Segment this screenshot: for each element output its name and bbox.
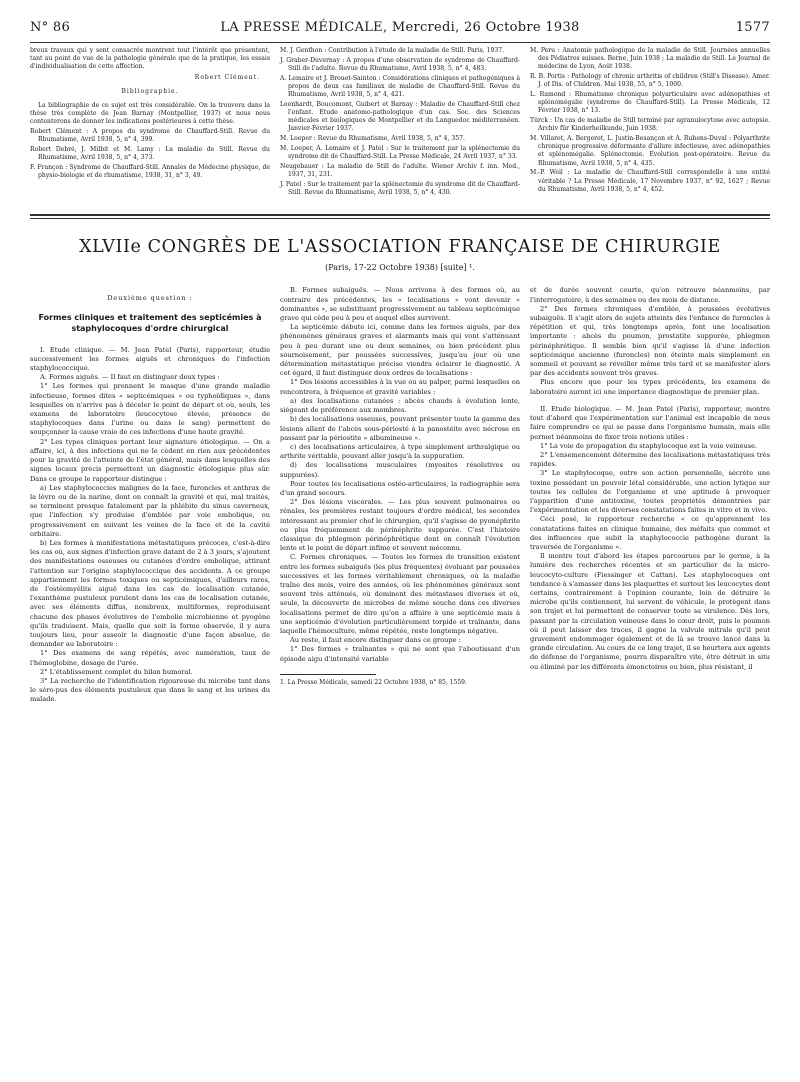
reference: R. B. Portis : Pathology of chronic arthritis of children (Still's Disease). Amer. J. of Dis. of Children. Mai 1938, 55, n° 5, 1000.: [530, 73, 770, 89]
reference: Robert Clément : A propos du syndrome de Chauffard-Still. Revue du Rhumatisme, Avril 1938, 5, n° 4, 399.: [30, 128, 270, 144]
paragraph: Au reste, il faut encore distinguer dans ce groupe :: [290, 636, 461, 645]
reference: M. Loeper : Revue du Rhumatisme, Avril 1938, 5, n° 4, 357.: [280, 135, 465, 143]
bottom-column-1: [30, 286, 270, 704]
paragraph: Ceci posé, le rapporteur recherche « ce qu'apprennent les constatations faites en clinique humaine, des méfaits que commet et des influences que subit la staphylococcie pathogène durant la traversée de l'organisme ».: [530, 515, 770, 551]
paragraph: et de durée souvent courte, qu'on retrouve néanmoins, par l'interrogatoire, à des semaines ou des mois de distance.: [530, 286, 770, 304]
paragraph: 1° Des formes « traînantes » qui ne sont que l'aboutissant d'un épisode aigu d'intensité variable: [280, 645, 520, 663]
paragraph: a) Les staphylococcies malignes de la face, furoncles et anthrax de la lèvre ou de la narine, dont on connaît la gravité et qui, mal traités, se terminent presque fatalement par la phlébite du sinus caverneux, que l'infection s'y produise d'emblée par voie embolique, ou progressivement en suivant les veines de la face et de la cavité orbitaire.: [30, 483, 270, 538]
top-column-3: [530, 47, 770, 198]
bibliography-section: [30, 47, 770, 198]
reference: F. Françon : Syndrome de Chauffard-Still. Annales de Médecine physique, de physio-biologie et de rhumatisme, 1938, 31, n° 3, 49.: [30, 163, 270, 180]
paragraph: b) Les formes à manifestations métastatiques précoces, c'est-à-dire les cas où, aux signes d'infection grave datant de 2 à 3 jours, s'ajoutent des manifestations osseuses ou cutanées d'ordre embolique, attirant l'attention sur l'origine staphylococcique des accidents. A ce groupe appartiennent les formes toxiques ou septicémiques, d'ailleurs rares, de l'ostéomyélite aiguë dans les cas de localisation cutanée, l'exanthème pustuleux purulent dans les cas de localisation cutanée, avec ses éléments diffus, nombreux, multiformes, reproduisant chacune des phases évolutives de l'embolie microbienne et pyogène qu'ils traduisent. Mais, quelle que soit la forme observée, il y aura toujours lieu, pour asseoir le diagnostic d'une façon absolue, de demander au laboratoire :: [30, 538, 270, 649]
paragraph: 3° Le staphylocoque, outre son action personnelle, sécrète une toxine possédant un pouvoir létal considérable, une action lytique sur toutes les cellules de l'organisme et une aptitude à provoquer l'apparition d'une antitoxine, toutes propriétés démontrées par l'expérimentation et les diverses constatations faites in vitro et in vivo.: [530, 469, 770, 515]
reference: Leenhardt, Boucomont, Guibert et Barnay : Maladie de Chauffard-Still chez l'enfant. Etude anatomo-pathologique d'un cas. Soc. des Sciences médicales et biologiques de Montpellier et du Languedoc méditerranéen. Janvier-Février 1937.: [280, 100, 520, 133]
paragraph: 2° L'ensemencement détermine des localisations métastatiques très rapides.: [530, 450, 770, 469]
top-column-1: [30, 47, 270, 198]
paragraph: d) des localisations musculaires (myosites résolutives ou suppurées).: [280, 461, 520, 479]
journal-title: LA PRESSE MÉDICALE, Mercredi, 26 Octobre 1938: [220, 20, 580, 35]
paragraph: C. Formes chroniques. — Toutes les formes de transition existent entre les formes subaiguës (les plus fréquentes) évoluant par poussées successives et les formes véritablement chroniques, où la maladie traîne des mois, voire des années, où les phénomènes généraux sont souvent très atténués, où dominent des métastases diverses et où, seule, la découverte de microbes de même souche dans ces diverses localisations permet de dire qu'on a affaire à une septicémie mais à une septicémie d'évolution particulièrement torpide et traînante, dans laquelle l'hémoculture, même répétée, reste longtemps négative.: [280, 553, 520, 635]
reference: M. Villaret, A. Bergeret, L. Justin-Besançon et A. Rubens-Duval : Polyarthrite chronique progressive déformante d'allure infectieuse, avec adénopathies et splénomégalie. Splénectomie. Evolution post-opératoire. Revue du Rhumatisme, Avril 1938, 5, n° 4, 435.: [530, 135, 770, 167]
question-heading: Deuxième question :: [107, 294, 193, 303]
reference: J. Graber-Duvernay : A propos d'une observation de syndrome de Chauffard-Still de l'adulte. Revue du Rhumatisme, Avril 1938, 5, n° 4, 483.: [280, 56, 520, 72]
paragraph: Il montre tout d'abord les étapes parcourues par le germe, à la lumière des recherches récentes et en particulier de la micro-leucocyto-culture (Fiessinger et Cattan). Les staphylocoques ont tendance à s'amasser dans les plaquettes et surtout les leucocytes dont certains, contrairement à l'opinion courante, loin de détruire le microbe qu'ils contiennent, lui servent de véhicule, le protègent dans son trajet et lui permettent de conserver toute sa virulence. Dès lors, passant par la circulation veineuse dans le cœur droit, puis le poumon où il peut laisser des traces, il gagne la valvule mitrale qu'il peut gravement endommager également et de là se trouve lancé dans la grande circulation. Au cours de ce long trajet, il se heurtera aux agents de défense de l'organisme, pourra disparaître vite, être détruit in situ ou éliminé par les différents émonctoires ou bien, plus résistant, il: [530, 552, 770, 671]
article-ending: breux travaux qui y sont consacrés montrent tout l'intérêt que présentent, tant au point de vue de la pathologie générale que de la pratique, les essais d'individualisation de cette affection.: [30, 47, 270, 71]
paragraph: A. Formes aiguës. — Il faut en distinguer deux types :: [40, 373, 220, 382]
paragraph: La septicémie débute ici, comme dans les formes aiguës, par des phénomènes généraux graves et alarmants mais qui vont s'atténuant peu à peu durant une ou deux semaines, ou bien précèdent plus sournoisement, par poussées successives, jusqu'au jour où une détermination métastatique précise viendra éclairer le diagnostic. A cet égard, il faut distinguer deux ordres de localisations :: [280, 323, 520, 378]
header-rule: [30, 42, 770, 43]
paragraph: 3° La recherche de l'identification rigoureuse du microbe tant dans le séro-pus des éléments pustuleux que dans le sang et les urines du malade.: [30, 676, 270, 704]
congress-report: [30, 286, 770, 704]
paragraph: Plus encore que pour les types précédents, les examens de laboratoire auront ici une importance diagnostique de premier plan.: [530, 378, 770, 396]
paragraph: a) des localisations cutanées : abcès chauds à évolution lente, siégeant de préférence aux membres.: [280, 396, 520, 415]
reference: L. Ramond : Rhumatisme chronique polyarticulaire avec adénopathies et splénomégalie (syndrome de Chauffard-Still). La Presse Médicale, 12 Février 1938, n° 13.: [530, 91, 770, 115]
paragraph: b) des localisations osseuses, pouvant présenter toute la gamme des lésions allant de l'abcès sous-périosté à la panostéite avec nécrose en passant par la périostite « albumineuse ».: [280, 415, 520, 442]
page-number: 1577: [735, 20, 770, 35]
paragraph: II. Etude biologique. — M. Jean Patel (Paris), rapporteur, montre tout d'abord que l'expérimentation sur l'animal est incapable de nous faire comprendre ce qui se passe dans l'organisme humain, mais elle permet néanmoins de fixer trois notions utiles :: [530, 404, 770, 441]
reference: A. Lemaire et J. Brouet-Sainton : Considérations cliniques et pathogéniques à propos de deux cas familiaux de maladie de Chauffard-Still. Revue du Rhumatisme, Avril 1938, 5, n° 4, 421.: [280, 74, 520, 99]
paragraph: 1° La voie de propagation du staphylocoque est la voie veineuse.: [540, 441, 758, 450]
reference: M. Peru : Anatomie pathologique de la maladie de Still. Journées annuelles des Pédiatres suisses. Berne, Juin 1938 ; La maladie de Still. Le Journal de médecine de Lyon, Août 1938.: [530, 47, 770, 71]
paragraph: Pour toutes les localisations ostéo-articulaires, la radiographie sera d'un grand secours.: [280, 479, 520, 497]
paragraph: c) des localisations articulaires, à type simplement arthralgique ou arthrite véritable, pouvant aller jusqu'à la suppuration.: [280, 442, 520, 461]
top-column-2: [280, 47, 520, 198]
congress-title: XLVIIe CONGRÈS DE L'ASSOCIATION FRANÇAISE DE CHIRURGIE: [79, 237, 721, 258]
congress-subtitle: (Paris, 17-22 Octobre 1938) [suite] ¹.: [325, 263, 475, 273]
page-header: [30, 16, 770, 40]
section-divider: [30, 214, 770, 219]
bottom-column-3: [530, 286, 770, 704]
bibliography-heading: Bibliographie.: [121, 87, 179, 95]
reference: J. Patel : Sur le traitement par la splénectomie du syndrome dit de Chauffard-Still. Revue du Rhumatisme, Avril 1938, 5, n° 4, 430.: [280, 180, 520, 196]
issue-number: N° 86: [30, 20, 71, 35]
paragraph: 2° Les types cliniques portant leur signature étiologique. — On a affaire, ici, à des infections qui ne le cèdent en rien aux précédentes pour la gravité de l'atteinte de l'état général, mais dans lesquelles des signes locaux précis permettent un diagnostic étiologique plus sûr. Dans ce groupe le rapporteur distingue :: [30, 437, 270, 483]
reference: M.-P. Weil : La maladie de Chauffard-Still correspondelle à une entité véritable ? La Presse Médicale, 17 Novembre 1937, n° 92, 1627 ; Revue du Rhumatisme, Avril 1938, 5, n° 4, 452.: [530, 169, 770, 193]
paragraph: 2° L'établissement complet du bilan humoral.: [40, 667, 193, 676]
paragraph: B. Formes subaiguës. — Nous arrivons à des formes où, au contraire des précédentes, les « localisations » vont devenir « dominantes », se substituant progressivement au tableau septicémique grave qui cède peu à peu et auquel elles survivent.: [280, 286, 520, 323]
paragraph: 1° Les formes qui prennent le masque d'une grande maladie infectieuse, formes dites « septicémiques » ou typhoïdiques », dans lesquelles on n'arrive pas à déceler le point de départ et où, seuls, les examens de laboratoire (leucocytose élevée, présence de staphylocoques dans l'urine ou dans le sang) permettent de soupçonner la cause vraie de ces infections d'une haute gravité.: [30, 382, 270, 437]
paragraph: 1° Des lésions accessibles à la vue ou au palper, parmi lesquelles on rencontrera, à fréquence et gravité variables :: [280, 378, 520, 396]
reference: Robert Debré, J. Milbit et M. Lamy : La maladie de Still. Revue du Rhumatisme, Avril 1938, 5, n° 4, 373.: [30, 146, 270, 162]
paragraph: 2° Des lésions viscérales. — Les plus souvent pulmonaires ou rénales, les premières restant toujours d'ordre médical, les secondes intéressant au premier chef le chirurgien, qu'il s'agisse de pyonéphrite ou plus fréquemment de périnéphrite suppurée. C'est l'histoire classique du phlegmon périnéphrétique dont on connaît l'évolution lente et le point de départ infime et souvent méconnu.: [280, 498, 520, 553]
author-signature: Robert Clément.: [194, 73, 260, 81]
reference: Neugebauer : La maladie de Still de l'adulte. Wiener Archiv f. inn. Med., 1937, 31, 231.: [280, 162, 520, 178]
paragraph: I. Etude clinique. — M. Jean Patel (Paris), rapporteur, étudie successivement les formes aiguës et chroniques de l'infection staphylococcique.: [30, 345, 270, 373]
section-title: Formes cliniques et traitement des septicémies à staphylocoques d'ordre chirurgical: [38, 312, 262, 333]
reference: M. Loeper, A. Lemaire et J. Patel : Sur le traitement par la splénectomie du syndrome dit de Chauffard-Still. La Presse Médicale, 24 Avril 1937, n° 33.: [280, 144, 520, 160]
bottom-column-2: [280, 286, 520, 704]
paragraph: 2° Des formes chroniques d'emblée, à poussées évolutives subaiguës. Il s'agit alors de sujets atteints dès l'enfance de furoncles à répétition et qui, très longtemps après, font une localisation importante : abcès du poumon, prostatite suppurée, phlegmon périnéphrétique. Il semble bien qu'il s'agisse là d'une infection septicémique ancienne (furoncles) non éteinte mais simplement en sommeil et pouvant se réveiller même très tard et se manifester alors par des accidents souvent très graves.: [530, 304, 770, 378]
reference: M. J. Genthon : Contribution à l'étude de la maladie de Still. Paris, 1937.: [280, 47, 505, 54]
paragraph: 1° Des examens de sang répétés, avec numération, taux de l'hémoglobine, dosage de l'urée.: [30, 649, 270, 667]
reference: Türck : Un cas de maladie de Still terminé par agranulocytose avec autopsie. Archiv für Kinderheilkunde, Juin 1938.: [530, 117, 770, 133]
footnote-rule: [280, 674, 376, 675]
footnote: 1. La Presse Médicale, samedi 22 Octobre 1938, n° 85, 1559.: [280, 678, 467, 686]
bibliography-intro: La bibliographie de ce sujet est très considérable. On la trouvera dans la thèse très complète de Jean Barnay (Montpellier, 1937) et nous nous contenterons de donner les indications postérieures à cette thèse.: [30, 102, 270, 126]
newspaper-page: [30, 16, 770, 1066]
